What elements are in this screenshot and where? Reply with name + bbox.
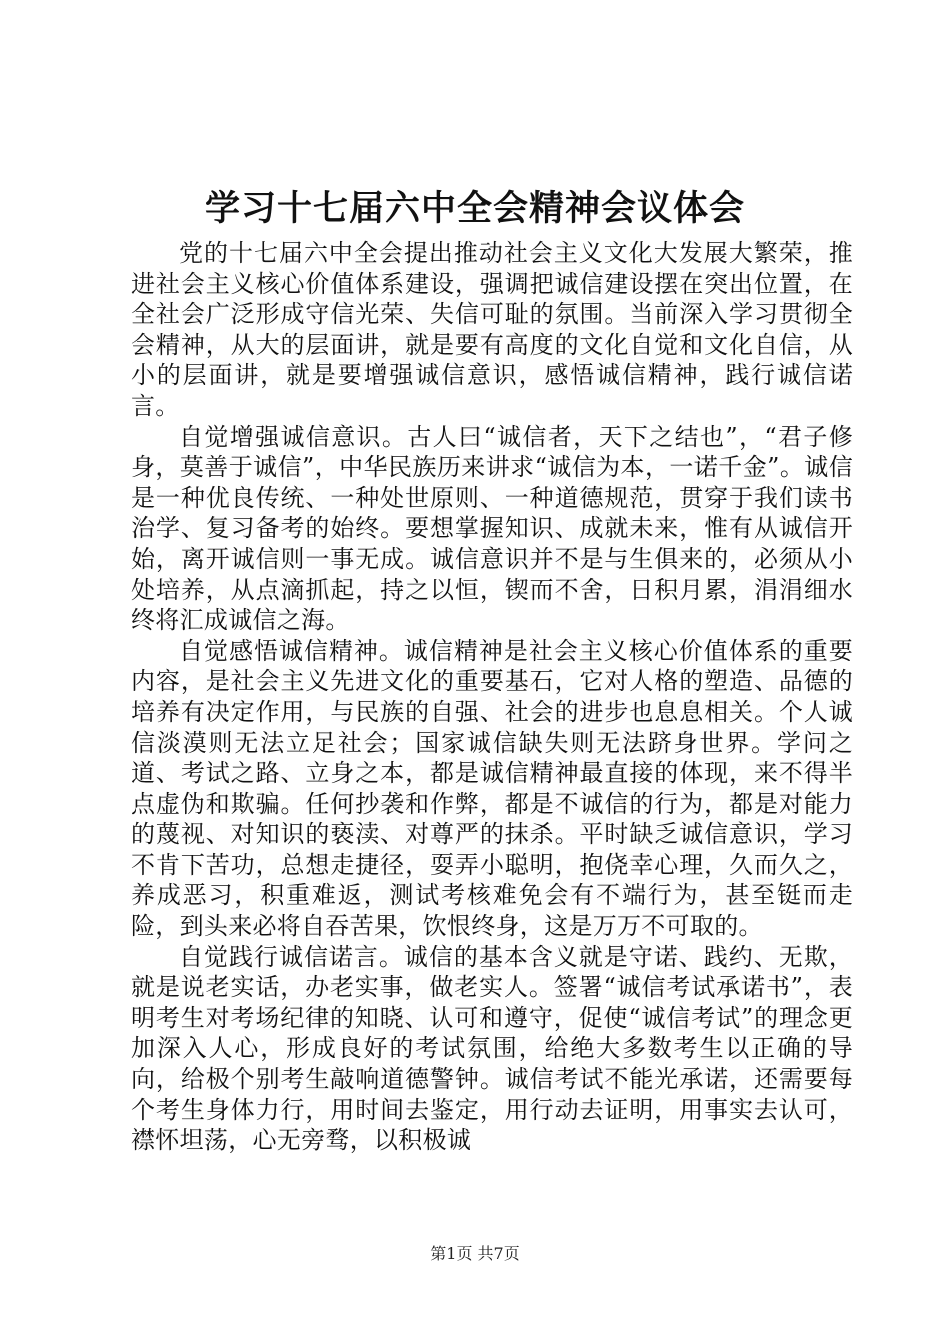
paragraph-1: 党的十七届六中全会提出推动社会主义文化大发展大繁荣，推进社会主义核心价值体系建设，强调把诚信建设摆在突出位置，在全社会广泛形成守信光荣、失信可耻的氛围。当前深入学习贯彻全会精神，从大的层面讲，就是要有高度的文化自觉和文化自信，从小的层面讲，就是要增强诚信意识，感悟诚信精神，践行诚信诺言。	[131, 239, 853, 420]
document-title: 学习十七届六中全会精神会议体会	[204, 189, 745, 229]
page-footer: 第1页 共7页	[430, 1244, 520, 1263]
paragraph-4: 自觉践行诚信诺言。诚信的基本含义就是守诺、践约、无欺，就是说老实话，办老实事，做老实人。签署“诚信考试承诺书”，表明考生对考场纪律的知晓、认可和遵守，促使“诚信考试”的理念更加深入人心，形成良好的考试氛围，给绝大多数考生以正确的导向，给极个别考生敲响道德警钟。诚信考试不能光承诺，还需要每个考生身体力行，用时间去鉴定，用行动去证明，用事实去认可，襟怀坦荡，心无旁骛，以积极诚	[131, 942, 853, 1155]
paragraph-2: 自觉增强诚信意识。古人曰“诚信者，天下之结也”，“君子修身，莫善于诚信”，中华民族历来讲求“诚信为本，一诺千金”。诚信是一种优良传统、一种处世原则、一种道德规范，贯穿于我们读书治学、复习备考的始终。要想掌握知识、成就未来，惟有从诚信开始，离开诚信则一事无成。诚信意识并不是与生俱来的，必须从小处培养，从点滴抓起，持之以恒，锲而不舍，日积月累，涓涓细水终将汇成诚信之海。	[131, 422, 853, 635]
paragraph-3: 自觉感悟诚信精神。诚信精神是社会主义核心价值体系的重要内容，是社会主义先进文化的重要基石，它对人格的塑造、品德的培养有决定作用，与民族的自强、社会的进步也息息相关。个人诚信淡漠则无法立足社会；国家诚信缺失则无法跻身世界。学问之道、考试之路、立身之本，都是诚信精神最直接的体现，来不得半点虚伪和欺骗。任何抄袭和作弊，都是不诚信的行为，都是对能力的蔑视、对知识的亵渎、对尊严的抹杀。平时缺乏诚信意识，学习不肯下苦功，总想走捷径，耍弄小聪明，抱侥幸心理，久而久之，养成恶习，积重难返，测试考核难免会有不端行为，甚至铤而走险，到头来必将自吞苦果，饮恨终身，这是万万不可取的。	[131, 636, 853, 941]
document-body	[131, 238, 853, 1156]
